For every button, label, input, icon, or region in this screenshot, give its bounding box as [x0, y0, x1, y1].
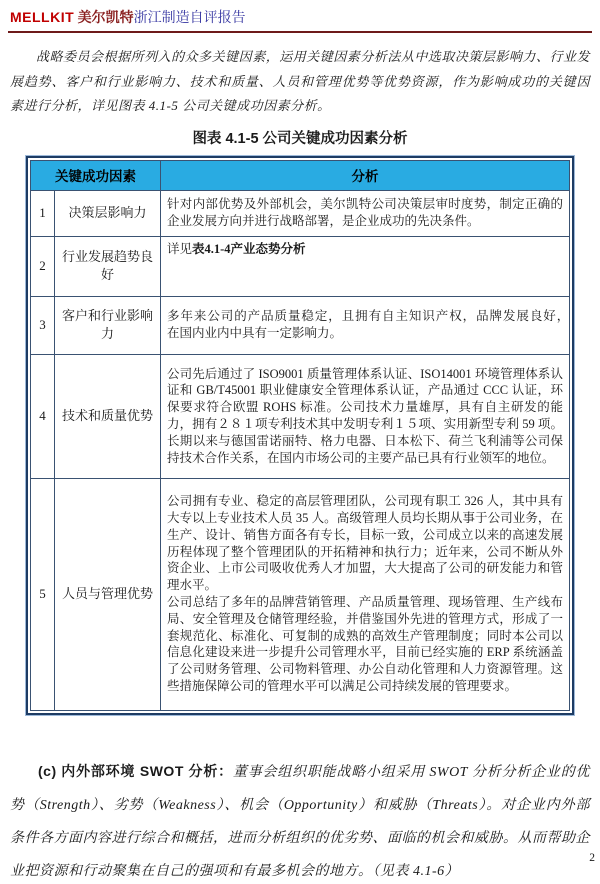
row-number: 2 — [31, 236, 55, 296]
analysis-text — [161, 478, 570, 710]
analysis-reference: 表4.1-4产业态势分析 — [192, 241, 306, 256]
table-row — [31, 236, 570, 296]
factor-name: 人员与管理优势 — [55, 478, 161, 710]
analysis-text: 公司先后通过了 ISO9001 质量管理体系认证、ISO14001 环境管理体系认证和 GB/T45001 职业健康安全管理体系认证，产品通过 CCC 认证，环保要求符合欧盟 ROHS 标准。公司技术力量雄厚，具有自主研发的能力，拥有２８１项专利技术其中发明专利１５项、实用新型专利 59 项。长期以来与德国雷诺丽特、格力电器、日本松下、荷兰飞利浦等公司保持技术合作关系，在国内市场公司的主要产品已具有行业领军的地位。 — [161, 354, 570, 478]
factor-column-header: 关键成功因素 — [31, 160, 161, 190]
table-header-row — [31, 160, 570, 190]
analysis-column-header: 分析 — [161, 160, 570, 190]
analysis-text: 多年来公司的产品质量稳定，且拥有自主知识产权，品牌发展良好， 在国内业内中具有一定影响力。 — [161, 296, 570, 354]
document-title: 浙江制造自评报告 — [133, 11, 246, 26]
factor-name: 技术和质量优势 — [55, 354, 161, 478]
analysis-text — [161, 236, 570, 296]
row-number: 4 — [31, 354, 55, 478]
intro-paragraph: 战略委员会根据所列入的众多关键因素，运用关键因素分析法从中选取决策层影响力、行业发展趋势、客户和行业影响力、技术和质量、人员和管理优势等优势资源，作为影响成功的关键因素进行分析，详见图表 4.1-5 公司关键成功因素分析。 — [10, 49, 590, 113]
row-number: 3 — [31, 296, 55, 354]
factor-name: 决策层影响力 — [55, 190, 161, 236]
swot-section-label: (c) 内外部环境 SWOT 分析： — [38, 762, 233, 779]
key-success-factors-table — [26, 156, 589, 715]
analysis-prefix: 详见 — [167, 241, 193, 256]
factor-name: 行业发展趋势良好 — [55, 236, 161, 296]
table-title: 图表 4.1-5 公司关键成功因素分析 — [192, 130, 408, 147]
analysis-paragraph-1: 公司拥有专业、稳定的高层管理团队，公司现有职工 326 人，其中具有大专以上专业技术人员 35 人。高级管理人员均长期从事于公司业务，在生产、设计、销售方面各有专长，目标一致，公司成立以来的高速发展历程体现了整个管理团队的开拓精神和执行力；近年来，公司不断从外资企业、上市公司吸收优秀人才加盟，大大提高了公司的研发能力和管理水平。 — [167, 494, 563, 593]
table-row — [31, 478, 570, 710]
row-number: 5 — [31, 478, 55, 710]
swot-paragraph — [10, 755, 590, 884]
company-logo-text: MELLKIT — [10, 9, 75, 25]
swot-section-body: 董事会组织职能战略小组采用 SWOT 分析分析企业的优势（Strength）、劣势（Weakness）、机会（Opportunity）和威胁（Threats）。对企业内外部条件各方面内容进行综合和概括，进而分析组织的优劣势、面临的机会和威胁。从而帮助企业把资源和行动聚集在自己的强项和有最多机会的地方。（见表 4.1-6） — [10, 764, 590, 879]
page-number: 2 — [589, 852, 595, 864]
table-row — [31, 190, 570, 236]
document-header — [0, 0, 600, 28]
analysis-text: 针对内部优势及外部机会，美尔凯特公司决策层审时度势，制定正确的企业发展方向并进行战略部署，是企业成功的先决条件。 — [161, 190, 570, 236]
table-row — [31, 296, 570, 354]
table-row — [31, 354, 570, 478]
analysis-paragraph-2: 公司总结了多年的品牌营销管理、产品质量管理、现场管理、生产线布局、安全管理及仓储管理经验，并借鉴国外先进的管理方式，形成了一套规范化、标准化、可复制的成熟的高效生产管理制度；同时本公司以信息化建设来进一步提升公司管理水平，目前已经实施的 ERP 系统涵盖了公司财务管理、公司物料管理、办公自动化管理和人力资源管理。这些措施保障公司的管理水平可以满足公司持续发展的管理要求。 — [167, 595, 563, 693]
header-divider — [8, 31, 592, 33]
row-number: 1 — [31, 190, 55, 236]
factor-name: 客户和行业影响力 — [55, 296, 161, 354]
company-name-cn: 美尔凯特 — [77, 11, 134, 26]
